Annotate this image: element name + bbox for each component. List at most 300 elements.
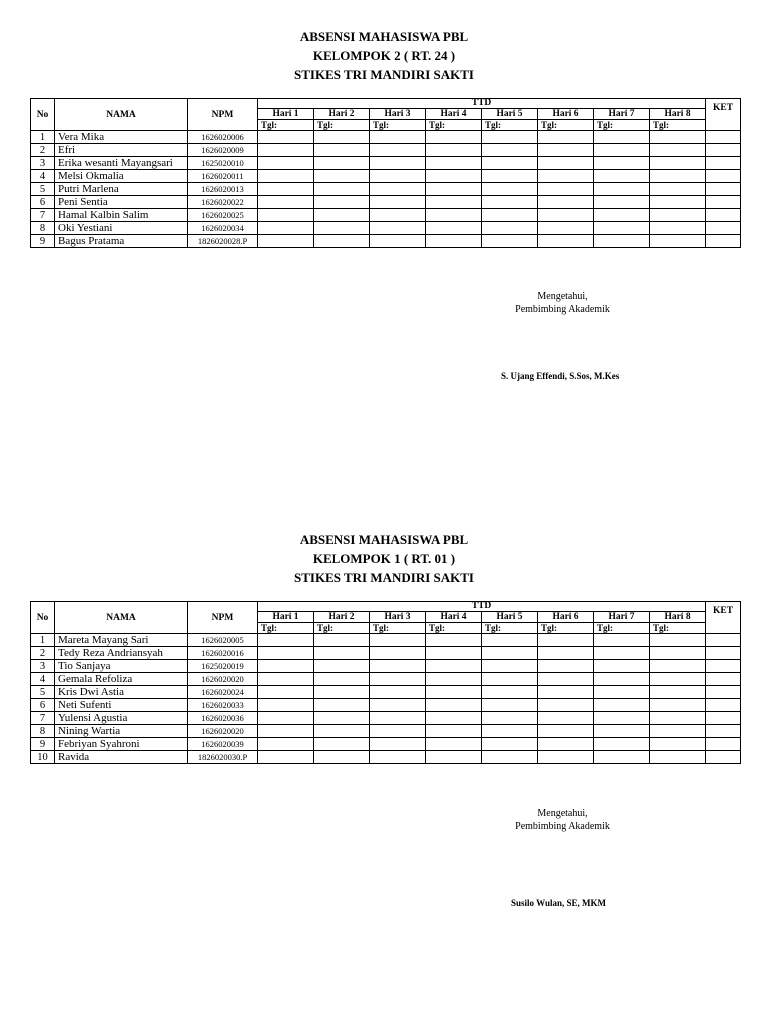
- signature-cell: [314, 170, 370, 183]
- cell-npm: 1626020034: [188, 222, 258, 235]
- header-day-6: Hari 6: [538, 109, 594, 120]
- ket-cell: [706, 673, 741, 686]
- signature-cell: [314, 660, 370, 673]
- header-day-5: Hari 5: [482, 612, 538, 623]
- signature-cell: [426, 712, 482, 725]
- signature-cell: [482, 725, 538, 738]
- signature-cell: [426, 196, 482, 209]
- tgl-cell-2: Tgl:: [314, 120, 370, 131]
- cell-no: 2: [31, 647, 55, 660]
- table-row: [31, 183, 741, 196]
- cell-npm: 1626020022: [188, 196, 258, 209]
- cell-no: 5: [31, 686, 55, 699]
- sheet-title: [0, 530, 768, 587]
- cell-npm: 1626020016: [188, 647, 258, 660]
- cell-no: 6: [31, 196, 55, 209]
- tgl-cell-3: Tgl:: [370, 120, 426, 131]
- signature-cell: [426, 660, 482, 673]
- signature-cell: [650, 183, 706, 196]
- header-day-5: Hari 5: [482, 109, 538, 120]
- signature-cell: [650, 673, 706, 686]
- signature-cell: [426, 634, 482, 647]
- signature-cell: [594, 738, 650, 751]
- signature-cell: [370, 183, 426, 196]
- signature-cell: [650, 196, 706, 209]
- cell-nama: Bagus Pratama: [55, 235, 188, 248]
- signature-cell: [538, 738, 594, 751]
- signature-cell: [594, 634, 650, 647]
- header-no: No: [31, 602, 55, 634]
- signature-cell: [538, 170, 594, 183]
- header-npm: NPM: [188, 602, 258, 634]
- cell-nama: Melsi Okmalia: [55, 170, 188, 183]
- signature-cell: [538, 699, 594, 712]
- signature-cell: [538, 673, 594, 686]
- signature-cell: [370, 131, 426, 144]
- table-row: [31, 686, 741, 699]
- signature-cell: [650, 235, 706, 248]
- ket-cell: [706, 712, 741, 725]
- cell-no: 8: [31, 222, 55, 235]
- cell-nama: Erika wesanti Mayangsari: [55, 157, 188, 170]
- mengetahui-label: Mengetahui,: [537, 808, 588, 819]
- signature-cell: [594, 686, 650, 699]
- signature-cell: [650, 170, 706, 183]
- signature-cell: [314, 196, 370, 209]
- signature-cell: [482, 647, 538, 660]
- cell-nama: Kris Dwi Astia: [55, 686, 188, 699]
- signature-cell: [482, 751, 538, 764]
- header-day-4: Hari 4: [426, 109, 482, 120]
- signature-cell: [594, 699, 650, 712]
- signature-cell: [482, 222, 538, 235]
- ket-cell: [706, 196, 741, 209]
- header-day-1: Hari 1: [258, 612, 314, 623]
- cell-npm: 1626020039: [188, 738, 258, 751]
- signature-cell: [314, 235, 370, 248]
- title-line-1: ABSENSI MAHASISWA PBL: [299, 29, 469, 44]
- cell-no: 10: [31, 751, 55, 764]
- cell-nama: Yulensi Agustia: [55, 712, 188, 725]
- signature-cell: [426, 222, 482, 235]
- tgl-cell-8: Tgl:: [650, 120, 706, 131]
- signature-cell: [370, 686, 426, 699]
- cell-nama: Efri: [55, 144, 188, 157]
- table-row: [31, 738, 741, 751]
- signature-cell: [538, 660, 594, 673]
- table-row: [31, 712, 741, 725]
- ket-cell: [706, 686, 741, 699]
- signature-block: [480, 807, 645, 833]
- header-nama: NAMA: [55, 99, 188, 131]
- header-day-7: Hari 7: [594, 109, 650, 120]
- signature-cell: [370, 222, 426, 235]
- signature-cell: [370, 634, 426, 647]
- signature-cell: [594, 144, 650, 157]
- cell-no: 1: [31, 131, 55, 144]
- signature-cell: [370, 157, 426, 170]
- signature-cell: [538, 235, 594, 248]
- cell-nama: Tedy Reza Andriansyah: [55, 647, 188, 660]
- signature-cell: [258, 712, 314, 725]
- cell-npm: 1826020030.P: [188, 751, 258, 764]
- ket-cell: [706, 738, 741, 751]
- mengetahui-label: Mengetahui,: [537, 291, 588, 302]
- signature-cell: [258, 157, 314, 170]
- cell-no: 9: [31, 738, 55, 751]
- signature-cell: [482, 209, 538, 222]
- cell-npm: 1626020024: [188, 686, 258, 699]
- signature-cell: [426, 686, 482, 699]
- table-row: [31, 725, 741, 738]
- signature-cell: [258, 673, 314, 686]
- ket-cell: [706, 725, 741, 738]
- cell-no: 3: [31, 157, 55, 170]
- title-line-2: KELOMPOK 2 ( RT. 24 ): [312, 48, 456, 63]
- pembimbing-label: Pembimbing Akademik: [515, 304, 610, 315]
- ket-cell: [706, 157, 741, 170]
- signature-cell: [258, 660, 314, 673]
- table-row: [31, 634, 741, 647]
- signature-cell: [482, 196, 538, 209]
- header-ttd: TTD: [258, 602, 706, 612]
- signature-cell: [370, 738, 426, 751]
- signature-cell: [258, 183, 314, 196]
- signature-cell: [594, 131, 650, 144]
- signature-cell: [650, 131, 706, 144]
- tgl-cell-7: Tgl:: [594, 120, 650, 131]
- sheet-title: [0, 27, 768, 84]
- signature-cell: [258, 222, 314, 235]
- signature-cell: [650, 699, 706, 712]
- ket-cell: [706, 647, 741, 660]
- title-line-1: ABSENSI MAHASISWA PBL: [299, 532, 469, 547]
- table-row: [31, 144, 741, 157]
- tgl-cell-5: Tgl:: [482, 623, 538, 634]
- signature-cell: [594, 157, 650, 170]
- cell-npm: 1626020033: [188, 699, 258, 712]
- cell-npm: 1626020020: [188, 725, 258, 738]
- signer-name: S. Ujang Effendi, S.Sos, M.Kes: [501, 371, 620, 381]
- ket-cell: [706, 660, 741, 673]
- table-row: [31, 660, 741, 673]
- signature-cell: [482, 686, 538, 699]
- cell-no: 3: [31, 660, 55, 673]
- signature-cell: [314, 157, 370, 170]
- signature-cell: [370, 725, 426, 738]
- cell-nama: Gemala Refoliza: [55, 673, 188, 686]
- signature-cell: [426, 157, 482, 170]
- signature-cell: [538, 131, 594, 144]
- signature-cell: [650, 686, 706, 699]
- cell-nama: Hamal Kalbin Salim: [55, 209, 188, 222]
- tgl-cell-1: Tgl:: [258, 120, 314, 131]
- pembimbing-label: Pembimbing Akademik: [515, 821, 610, 832]
- table-row: [31, 647, 741, 660]
- signature-cell: [650, 144, 706, 157]
- signature-cell: [370, 712, 426, 725]
- tgl-cell-4: Tgl:: [426, 623, 482, 634]
- signature-cell: [538, 634, 594, 647]
- signature-cell: [426, 235, 482, 248]
- signature-cell: [482, 712, 538, 725]
- signature-cell: [594, 209, 650, 222]
- signature-cell: [426, 209, 482, 222]
- cell-npm: 1626020020: [188, 673, 258, 686]
- signature-cell: [482, 131, 538, 144]
- signature-cell: [370, 209, 426, 222]
- signature-cell: [258, 686, 314, 699]
- signature-cell: [314, 183, 370, 196]
- signature-cell: [594, 222, 650, 235]
- table-row: [31, 170, 741, 183]
- signature-cell: [258, 634, 314, 647]
- signature-cell: [370, 196, 426, 209]
- cell-npm: 1625020010: [188, 157, 258, 170]
- signature-cell: [370, 235, 426, 248]
- ket-cell: [706, 131, 741, 144]
- signature-cell: [314, 131, 370, 144]
- signature-cell: [482, 170, 538, 183]
- header-day-8: Hari 8: [650, 612, 706, 623]
- signature-cell: [650, 157, 706, 170]
- header-day-2: Hari 2: [314, 109, 370, 120]
- header-day-1: Hari 1: [258, 109, 314, 120]
- cell-nama: Putri Marlena: [55, 183, 188, 196]
- signature-cell: [258, 209, 314, 222]
- signature-cell: [258, 725, 314, 738]
- signature-cell: [538, 196, 594, 209]
- table-row: [31, 157, 741, 170]
- header-day-3: Hari 3: [370, 109, 426, 120]
- signature-cell: [594, 712, 650, 725]
- cell-nama: Vera Mika: [55, 131, 188, 144]
- cell-no: 2: [31, 144, 55, 157]
- signature-cell: [314, 144, 370, 157]
- cell-npm: 1626020006: [188, 131, 258, 144]
- cell-nama: Mareta Mayang Sari: [55, 634, 188, 647]
- signature-cell: [482, 738, 538, 751]
- cell-nama: Ravida: [55, 751, 188, 764]
- signature-cell: [594, 751, 650, 764]
- signature-cell: [314, 647, 370, 660]
- table-row: [31, 751, 741, 764]
- signature-cell: [482, 183, 538, 196]
- tgl-cell-8: Tgl:: [650, 623, 706, 634]
- signature-cell: [370, 699, 426, 712]
- cell-no: 5: [31, 183, 55, 196]
- signature-cell: [370, 170, 426, 183]
- ket-cell: [706, 144, 741, 157]
- header-ket: KET: [706, 99, 741, 131]
- signature-cell: [538, 712, 594, 725]
- table-row: [31, 131, 741, 144]
- signature-cell: [426, 738, 482, 751]
- signature-cell: [258, 738, 314, 751]
- signature-cell: [538, 157, 594, 170]
- ket-cell: [706, 634, 741, 647]
- signature-cell: [314, 725, 370, 738]
- signature-cell: [482, 235, 538, 248]
- signature-cell: [594, 673, 650, 686]
- title-line-3: STIKES TRI MANDIRI SAKTI: [293, 570, 474, 585]
- table-row: [31, 209, 741, 222]
- signature-cell: [314, 686, 370, 699]
- tgl-cell-5: Tgl:: [482, 120, 538, 131]
- signature-cell: [258, 751, 314, 764]
- ket-cell: [706, 170, 741, 183]
- signature-cell: [594, 647, 650, 660]
- ket-cell: [706, 751, 741, 764]
- signature-cell: [314, 222, 370, 235]
- ket-cell: [706, 222, 741, 235]
- header-day-3: Hari 3: [370, 612, 426, 623]
- cell-npm: 1626020011: [188, 170, 258, 183]
- cell-npm: 1826020028.P: [188, 235, 258, 248]
- signature-cell: [538, 144, 594, 157]
- signature-cell: [314, 634, 370, 647]
- table-row: [31, 673, 741, 686]
- signature-cell: [370, 751, 426, 764]
- signer-name: Susilo Wulan, SE, MKM: [511, 898, 606, 908]
- signature-cell: [650, 725, 706, 738]
- cell-npm: 1626020005: [188, 634, 258, 647]
- ket-cell: [706, 183, 741, 196]
- signature-cell: [258, 131, 314, 144]
- cell-nama: Nining Wartia: [55, 725, 188, 738]
- cell-nama: Febriyan Syahroni: [55, 738, 188, 751]
- signature-cell: [482, 157, 538, 170]
- signature-cell: [482, 144, 538, 157]
- tgl-cell-6: Tgl:: [538, 623, 594, 634]
- tgl-cell-6: Tgl:: [538, 120, 594, 131]
- signature-cell: [314, 209, 370, 222]
- signature-cell: [258, 144, 314, 157]
- signature-cell: [538, 183, 594, 196]
- signature-cell: [258, 196, 314, 209]
- header-npm: NPM: [188, 99, 258, 131]
- table-row: [31, 196, 741, 209]
- signature-cell: [594, 725, 650, 738]
- cell-npm: 1626020025: [188, 209, 258, 222]
- signature-cell: [482, 673, 538, 686]
- header-day-2: Hari 2: [314, 612, 370, 623]
- signature-cell: [482, 699, 538, 712]
- tgl-cell-3: Tgl:: [370, 623, 426, 634]
- signature-cell: [538, 686, 594, 699]
- signature-cell: [314, 738, 370, 751]
- header-day-4: Hari 4: [426, 612, 482, 623]
- signature-cell: [482, 634, 538, 647]
- header-day-6: Hari 6: [538, 612, 594, 623]
- signature-cell: [314, 712, 370, 725]
- signature-cell: [594, 660, 650, 673]
- title-line-3: STIKES TRI MANDIRI SAKTI: [293, 67, 474, 82]
- signature-cell: [426, 751, 482, 764]
- cell-no: 7: [31, 712, 55, 725]
- signature-cell: [426, 183, 482, 196]
- attendance-table: [30, 98, 741, 248]
- signature-cell: [538, 222, 594, 235]
- signature-cell: [314, 673, 370, 686]
- header-ket: KET: [706, 602, 741, 634]
- table-row: [31, 235, 741, 248]
- attendance-table: [30, 601, 741, 764]
- signature-cell: [594, 196, 650, 209]
- ket-cell: [706, 235, 741, 248]
- signature-cell: [426, 725, 482, 738]
- ket-cell: [706, 699, 741, 712]
- header-ttd: TTD: [258, 99, 706, 109]
- table-row: [31, 222, 741, 235]
- ket-cell: [706, 209, 741, 222]
- signature-cell: [258, 647, 314, 660]
- signature-cell: [426, 144, 482, 157]
- signature-cell: [650, 751, 706, 764]
- table-row: [31, 699, 741, 712]
- signature-cell: [650, 712, 706, 725]
- cell-no: 4: [31, 170, 55, 183]
- signature-cell: [650, 660, 706, 673]
- signature-cell: [594, 235, 650, 248]
- signature-cell: [426, 699, 482, 712]
- signature-cell: [538, 725, 594, 738]
- cell-npm: 1625020019: [188, 660, 258, 673]
- signature-cell: [538, 647, 594, 660]
- cell-no: 4: [31, 673, 55, 686]
- cell-no: 9: [31, 235, 55, 248]
- title-line-2: KELOMPOK 1 ( RT. 01 ): [312, 551, 456, 566]
- signature-cell: [370, 673, 426, 686]
- cell-npm: 1626020013: [188, 183, 258, 196]
- signature-block: [480, 290, 645, 316]
- signature-cell: [258, 235, 314, 248]
- signature-cell: [370, 144, 426, 157]
- signature-cell: [594, 170, 650, 183]
- signature-cell: [650, 738, 706, 751]
- header-day-8: Hari 8: [650, 109, 706, 120]
- tgl-cell-4: Tgl:: [426, 120, 482, 131]
- header-day-7: Hari 7: [594, 612, 650, 623]
- cell-nama: Peni Sentia: [55, 196, 188, 209]
- signature-cell: [594, 183, 650, 196]
- signature-cell: [370, 660, 426, 673]
- signature-cell: [650, 647, 706, 660]
- signature-cell: [370, 647, 426, 660]
- signature-cell: [258, 170, 314, 183]
- signature-cell: [314, 699, 370, 712]
- header-no: No: [31, 99, 55, 131]
- cell-no: 6: [31, 699, 55, 712]
- tgl-cell-1: Tgl:: [258, 623, 314, 634]
- header-nama: NAMA: [55, 602, 188, 634]
- signature-cell: [482, 660, 538, 673]
- tgl-cell-2: Tgl:: [314, 623, 370, 634]
- signature-cell: [426, 131, 482, 144]
- signature-cell: [650, 634, 706, 647]
- cell-npm: 1626020036: [188, 712, 258, 725]
- signature-cell: [650, 209, 706, 222]
- signature-cell: [426, 647, 482, 660]
- cell-npm: 1626020009: [188, 144, 258, 157]
- cell-nama: Oki Yestiani: [55, 222, 188, 235]
- cell-no: 7: [31, 209, 55, 222]
- signature-cell: [650, 222, 706, 235]
- signature-cell: [426, 170, 482, 183]
- signature-cell: [538, 751, 594, 764]
- cell-no: 8: [31, 725, 55, 738]
- cell-nama: Tio Sanjaya: [55, 660, 188, 673]
